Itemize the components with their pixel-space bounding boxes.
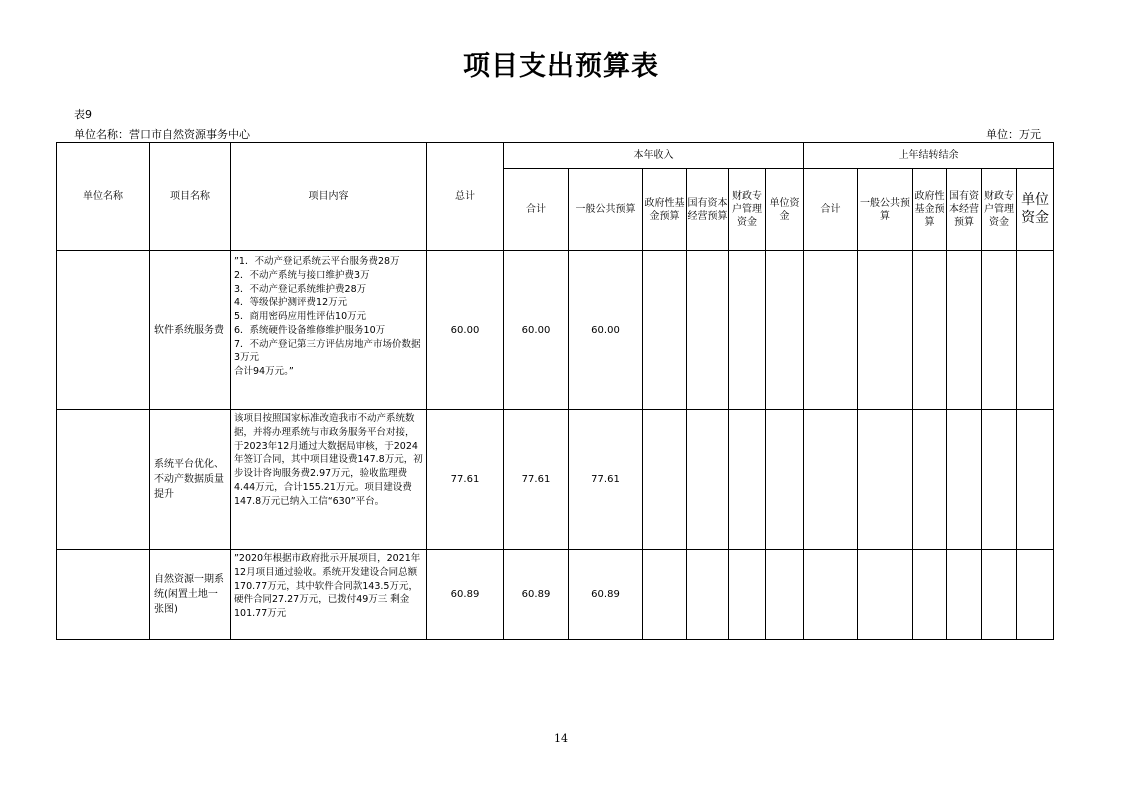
cell-unit-name <box>57 410 150 550</box>
header-carry-unit-fund: 单位资金 <box>1017 169 1054 251</box>
header-carry-state-capital: 国有资本经营预算 <box>947 169 982 251</box>
cell-current-general: 77.61 <box>569 410 643 550</box>
cell-total: 77.61 <box>427 410 504 550</box>
cell-empty <box>858 550 913 640</box>
cell-unit-name <box>57 251 150 410</box>
page-title: 项目支出预算表 <box>463 51 659 82</box>
cell-empty <box>729 251 766 410</box>
cell-empty <box>858 251 913 410</box>
header-project-content: 项目内容 <box>231 143 427 251</box>
cell-empty <box>947 550 982 640</box>
cell-empty <box>766 550 804 640</box>
cell-unit-name <box>57 550 150 640</box>
cell-project-name: 自然资源一期系统(闲置土地一张图) <box>150 550 231 640</box>
cell-project-name: 系统平台优化、不动产数据质量提升 <box>150 410 231 550</box>
cell-empty <box>1017 550 1054 640</box>
cell-empty <box>643 251 687 410</box>
page-number: 14 <box>554 732 568 745</box>
cell-empty <box>913 251 947 410</box>
cell-empty <box>804 550 858 640</box>
cell-empty <box>643 410 687 550</box>
header-project-name: 项目名称 <box>150 143 231 251</box>
cell-current-subtotal: 60.00 <box>504 251 569 410</box>
header-current-fiscal-special: 财政专户管理资金 <box>729 169 766 251</box>
cell-empty <box>858 410 913 550</box>
header-current-gov-fund: 政府性基金预算 <box>643 169 687 251</box>
header-total: 总计 <box>427 143 504 251</box>
cell-empty <box>947 410 982 550</box>
header-carry-general: 一般公共预算 <box>858 169 913 251</box>
header-carry-gov-fund: 政府性基金预算 <box>913 169 947 251</box>
cell-empty <box>729 410 766 550</box>
header-row-group <box>57 143 1054 169</box>
cell-project-content: ”1．不动产登记系统云平台服务费28万 2．不动产系统与接口维护费3万 3．不动产登记系统维护费28万 4．等级保护测评费12万元 5．商用密码应用性评估10万元 6．系统硬件设备维修维护服务10万 7．不动产登记第三方评估房地产市场价数据3万元 合计94万元。” <box>231 251 427 410</box>
cell-empty <box>982 410 1017 550</box>
table-row <box>57 410 1054 550</box>
cell-empty <box>913 410 947 550</box>
cell-current-general: 60.00 <box>569 251 643 410</box>
cell-empty <box>729 550 766 640</box>
cell-total: 60.89 <box>427 550 504 640</box>
cell-empty <box>687 251 729 410</box>
header-carry-fiscal-special: 财政专户管理资金 <box>982 169 1017 251</box>
header-carry-subtotal: 合计 <box>804 169 858 251</box>
table-row <box>57 251 1054 410</box>
unit-name-label: 单位名称：营口市自然资源事务中心 <box>74 128 250 141</box>
cell-current-general: 60.89 <box>569 550 643 640</box>
header-carryover: 上年结转结余 <box>804 143 1054 169</box>
cell-current-subtotal: 77.61 <box>504 410 569 550</box>
cell-project-name: 软件系统服务费 <box>150 251 231 410</box>
cell-empty <box>982 550 1017 640</box>
cell-empty <box>913 550 947 640</box>
cell-empty <box>1017 251 1054 410</box>
cell-empty <box>1017 410 1054 550</box>
currency-unit-label: 单位：万元 <box>986 128 1041 141</box>
table-row <box>57 550 1054 640</box>
header-current-unit-fund: 单位资金 <box>766 169 804 251</box>
header-current-state-capital: 国有资本经营预算 <box>687 169 729 251</box>
cell-empty <box>766 410 804 550</box>
header-current-general: 一般公共预算 <box>569 169 643 251</box>
cell-empty <box>643 550 687 640</box>
cell-total: 60.00 <box>427 251 504 410</box>
cell-empty <box>766 251 804 410</box>
cell-empty <box>947 251 982 410</box>
header-unit-name: 单位名称 <box>57 143 150 251</box>
header-current-income: 本年收入 <box>504 143 804 169</box>
cell-project-content: ”2020年根据市政府批示开展项目，2021年12月项目通过验收。系统开发建设合同总额170.77万元，其中软件合同款143.5万元，硬件合同27.27万元，已拨付49万三 剩金101.77万元 <box>231 550 427 640</box>
table-number: 表9 <box>74 108 92 121</box>
budget-table <box>56 142 1054 640</box>
cell-empty <box>982 251 1017 410</box>
header-current-subtotal: 合计 <box>504 169 569 251</box>
cell-empty <box>687 550 729 640</box>
cell-current-subtotal: 60.89 <box>504 550 569 640</box>
cell-project-content: 该项目按照国家标准改造我市不动产系统数据，并将办理系统与市政务服务平台对接，于2023年12月通过大数据局审核，于2024年签订合同，其中项目建设费147.8万元，初步设计咨询服务费2.97万元，验收监理费4.44万元，合计155.21万元。项目建设费147.8万元已纳入工信“630”平台。 <box>231 410 427 550</box>
cell-empty <box>804 251 858 410</box>
cell-empty <box>687 410 729 550</box>
cell-empty <box>804 410 858 550</box>
